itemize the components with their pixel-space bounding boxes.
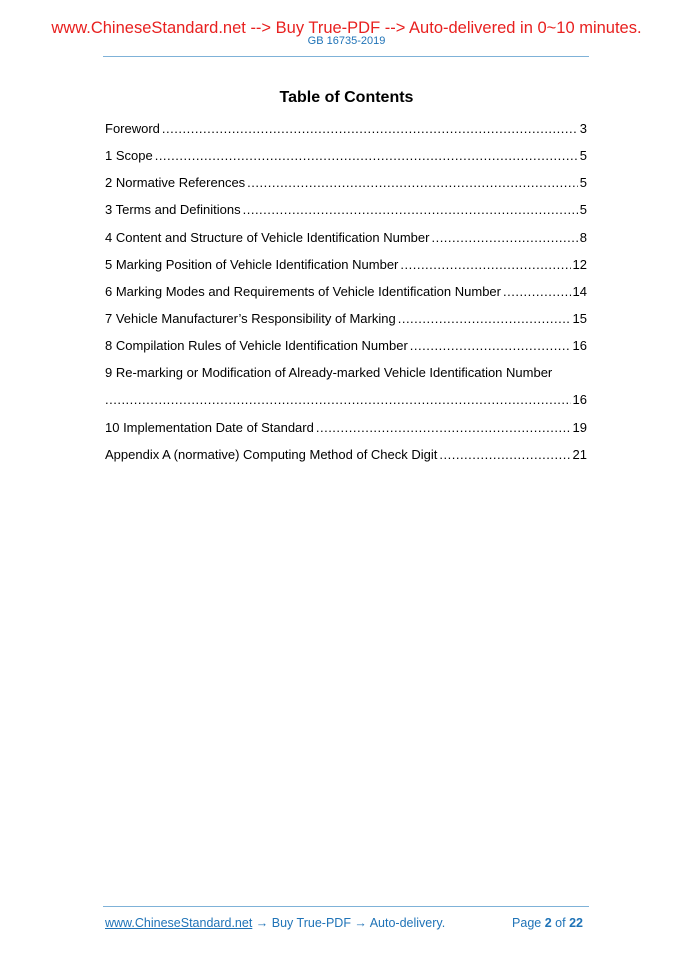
dot-leader	[247, 174, 578, 192]
dot-leader	[316, 419, 571, 437]
toc-entry-label: 2 Normative References	[105, 175, 246, 190]
page-title: Table of Contents	[279, 89, 414, 106]
toc-entry-foreword[interactable]	[105, 120, 587, 138]
dot-leader	[243, 201, 578, 219]
toc-entry-page: 5	[579, 148, 587, 163]
toc-entry-label: 1 Scope	[105, 148, 153, 163]
page-label: Page	[512, 916, 542, 930]
dot-leader	[410, 337, 571, 355]
toc-entry-content-and-structure[interactable]	[105, 229, 587, 247]
toc-entry-implementation-date[interactable]	[105, 419, 587, 437]
standard-code: GB 16735-2019	[307, 35, 386, 47]
page-indicator	[512, 915, 583, 931]
toc-entry-page: 12	[572, 257, 587, 272]
toc-entry-label: 7 Vehicle Manufacturer’s Responsibility of Marking	[105, 311, 396, 326]
footer-promo-text: → Buy True-PDF → Auto-delivery.	[255, 916, 446, 930]
toc-entry-page: 14	[572, 284, 587, 299]
toc-entry-label: 3 Terms and Definitions	[105, 202, 241, 217]
toc-entry-label: 5 Marking Position of Vehicle Identification Number	[105, 257, 399, 272]
toc-entry-label: 4 Content and Structure of Vehicle Identification Number	[105, 230, 430, 245]
promo-banner[interactable]: www.ChineseStandard.net --> Buy True-PDF --> Auto-delivered in 0~10 minutes.	[51, 19, 642, 37]
toc-entry-appendix-a[interactable]	[105, 446, 587, 464]
toc-entry-page: 3	[579, 121, 587, 136]
toc-entry-normative-references[interactable]	[105, 174, 587, 192]
toc-entry-label: Appendix A (normative) Computing Method of Check Digit	[105, 447, 438, 462]
toc-entry-manufacturer-responsibility[interactable]	[105, 310, 587, 328]
toc-entry-re-marking[interactable]	[105, 364, 587, 382]
total-pages-number: 22	[569, 916, 583, 930]
toc-entry-terms-and-definitions[interactable]	[105, 201, 587, 219]
dot-leader	[503, 283, 571, 301]
toc-entry-re-marking-leader[interactable]	[105, 391, 587, 409]
dot-leader	[431, 229, 577, 247]
toc-entry-page: 21	[572, 447, 587, 462]
toc-entry-page: 15	[572, 311, 587, 326]
page-of-label: of	[555, 916, 566, 930]
dot-leader	[439, 446, 570, 464]
toc-entry-page: 5	[579, 202, 587, 217]
footer-promo	[105, 915, 445, 931]
current-page-number: 2	[544, 916, 552, 930]
toc-entry-compilation-rules[interactable]	[105, 337, 587, 355]
toc-entry-scope[interactable]	[105, 147, 587, 165]
toc-entry-label: Foreword	[105, 121, 160, 136]
dot-leader	[400, 256, 570, 274]
toc-entry-label: 10 Implementation Date of Standard	[105, 420, 314, 435]
footer-divider	[103, 906, 589, 907]
toc-entry-page: 16	[572, 392, 587, 407]
dot-leader	[105, 391, 571, 409]
toc-entry-page: 5	[579, 175, 587, 190]
toc-entry-page: 19	[572, 420, 587, 435]
dot-leader	[398, 310, 571, 328]
toc-entry-label: 8 Compilation Rules of Vehicle Identification Number	[105, 338, 408, 353]
site-link[interactable]: www.ChineseStandard.net	[105, 916, 253, 930]
toc-entry-label: 6 Marking Modes and Requirements of Vehicle Identification Number	[105, 284, 501, 299]
dot-leader	[155, 147, 578, 165]
header-divider	[103, 56, 589, 57]
dot-leader	[162, 120, 578, 138]
toc-entry-label: 9 Re-marking or Modification of Already-marked Vehicle Identification Number	[105, 365, 553, 380]
toc-entry-marking-position[interactable]	[105, 256, 587, 274]
toc-entry-page: 8	[579, 230, 587, 245]
toc-entry-marking-modes[interactable]	[105, 283, 587, 301]
toc-entry-page: 16	[572, 338, 587, 353]
